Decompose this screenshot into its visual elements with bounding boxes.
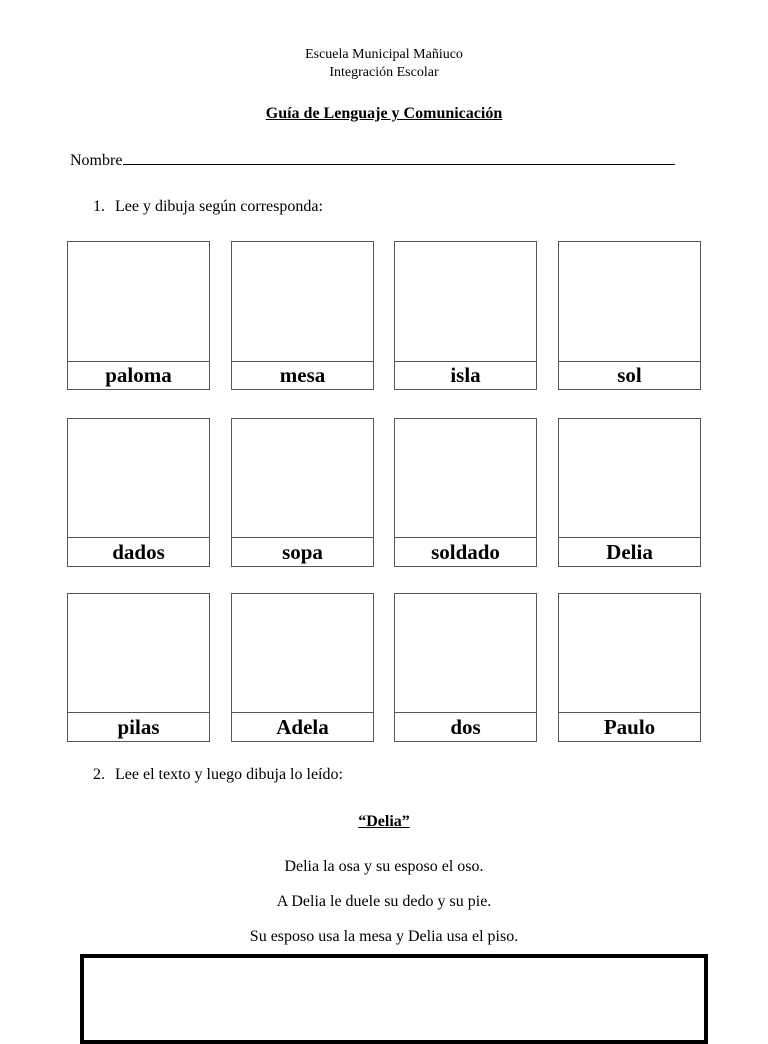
drawing-area[interactable] <box>559 594 700 713</box>
drawing-area[interactable] <box>68 594 209 713</box>
word-card <box>394 418 537 567</box>
word-label: Paulo <box>603 715 656 739</box>
exercise-2-number: 2. <box>93 766 105 783</box>
drawing-area[interactable] <box>68 242 209 362</box>
guide-title: Guía de Lenguaje y Comunicación <box>265 105 503 122</box>
word-card <box>558 241 701 390</box>
word-label: soldado <box>431 540 500 564</box>
word-card <box>67 418 210 567</box>
word-label: sol <box>617 363 642 387</box>
story-drawing-box[interactable] <box>80 954 708 1044</box>
word-card <box>67 593 210 742</box>
word-card <box>558 593 701 742</box>
exercise-1-number: 1. <box>93 198 105 215</box>
word-label: isla <box>450 363 481 387</box>
word-card <box>67 241 210 390</box>
drawing-area[interactable] <box>68 419 209 538</box>
school-name: Escuela Municipal Mañiuco <box>305 47 463 62</box>
story-line: A Delia le duele su dedo y su pie. <box>276 893 492 910</box>
name-label: Nombre <box>70 152 123 169</box>
name-underline[interactable] <box>123 150 675 165</box>
drawing-area[interactable] <box>395 242 536 362</box>
word-card <box>231 593 374 742</box>
name-field[interactable] <box>70 150 675 170</box>
drawing-area[interactable] <box>395 419 536 538</box>
exercise-1-instruction <box>93 198 323 216</box>
word-card <box>394 593 537 742</box>
word-card <box>231 418 374 567</box>
story-line: Delia la osa y su esposo el oso. <box>284 858 484 875</box>
word-label: dos <box>450 715 481 739</box>
drawing-area[interactable] <box>232 242 373 362</box>
word-card <box>394 241 537 390</box>
drawing-area[interactable] <box>559 419 700 538</box>
word-label: mesa <box>279 363 326 387</box>
drawing-area[interactable] <box>232 419 373 538</box>
word-label: pilas <box>117 715 160 739</box>
word-card <box>231 241 374 390</box>
word-card <box>558 418 701 567</box>
drawing-area[interactable] <box>395 594 536 713</box>
story-line: Su esposo usa la mesa y Delia usa el piso. <box>249 928 519 945</box>
word-label: Delia <box>606 540 653 564</box>
word-label: sopa <box>282 540 323 564</box>
exercise-1-text: Lee y dibuja según corresponda: <box>115 198 323 215</box>
story-title: “Delia” <box>358 813 410 830</box>
program-name: Integración Escolar <box>329 65 439 80</box>
word-label: paloma <box>105 363 172 387</box>
exercise-2-text: Lee el texto y luego dibuja lo leído: <box>115 766 343 783</box>
drawing-area[interactable] <box>232 594 373 713</box>
word-label: Adela <box>276 715 329 739</box>
word-label: dados <box>112 540 165 564</box>
exercise-2-instruction <box>93 766 343 784</box>
drawing-area[interactable] <box>559 242 700 362</box>
